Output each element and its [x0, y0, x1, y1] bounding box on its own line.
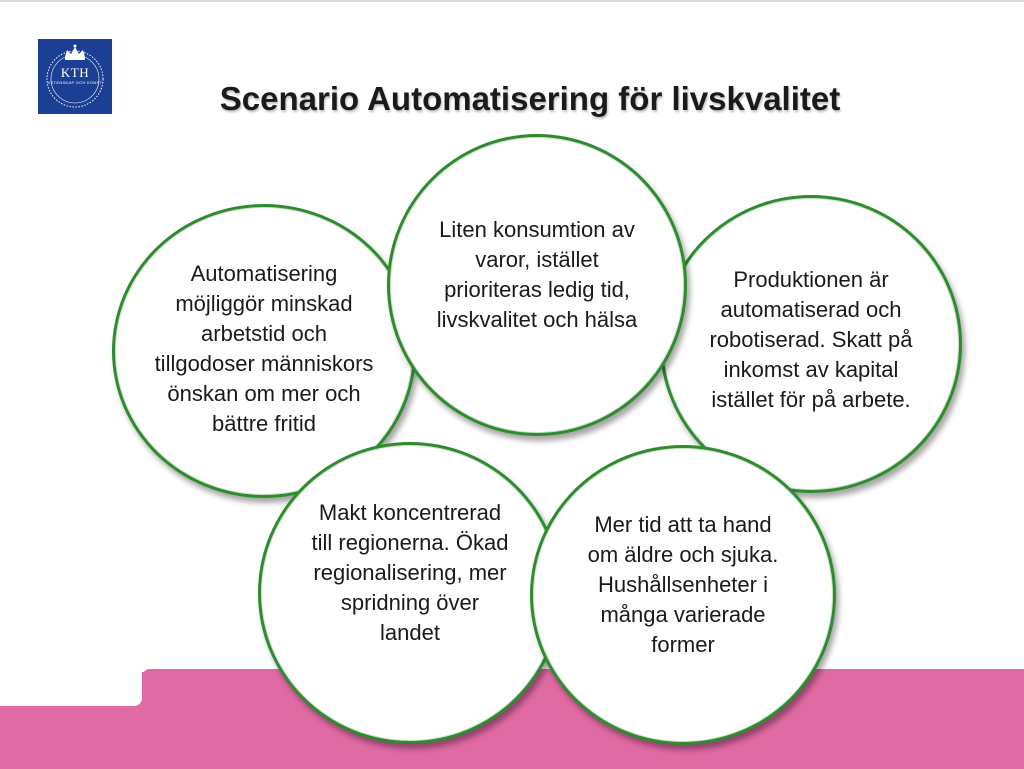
circle-text: Mer tid att ta hand om äldre och sjuka. Hushållsenheter i många varierade former [587, 512, 779, 657]
circle-text: Liten konsumtion av varor, istället prioriteras ledig tid, livskvalitet och hälsa [436, 217, 638, 332]
logo-subtext: VETENSKAP OCH KONST [47, 80, 103, 85]
circle-consumption [387, 134, 687, 436]
logo-text: KTH [60, 65, 90, 80]
circle-care-households [530, 445, 836, 745]
circle-text: Automatisering möjliggör minskad arbetstid och tillgodoser människors önskan om mer och bättre fritid [154, 261, 374, 436]
circle-text: Produktionen är automatiserad och robotiserad. Skatt på inkomst av kapital istället för på arbete. [709, 267, 913, 412]
footer-band-notch [0, 666, 142, 706]
circle-regionalisation [258, 442, 562, 744]
slide-title: Scenario Automatisering för livskvalitet [219, 80, 841, 117]
circle-text: Makt koncentrerad till regionerna. Ökad regionalisering, mer spridning över landet [311, 500, 509, 645]
top-divider [0, 0, 1024, 2]
